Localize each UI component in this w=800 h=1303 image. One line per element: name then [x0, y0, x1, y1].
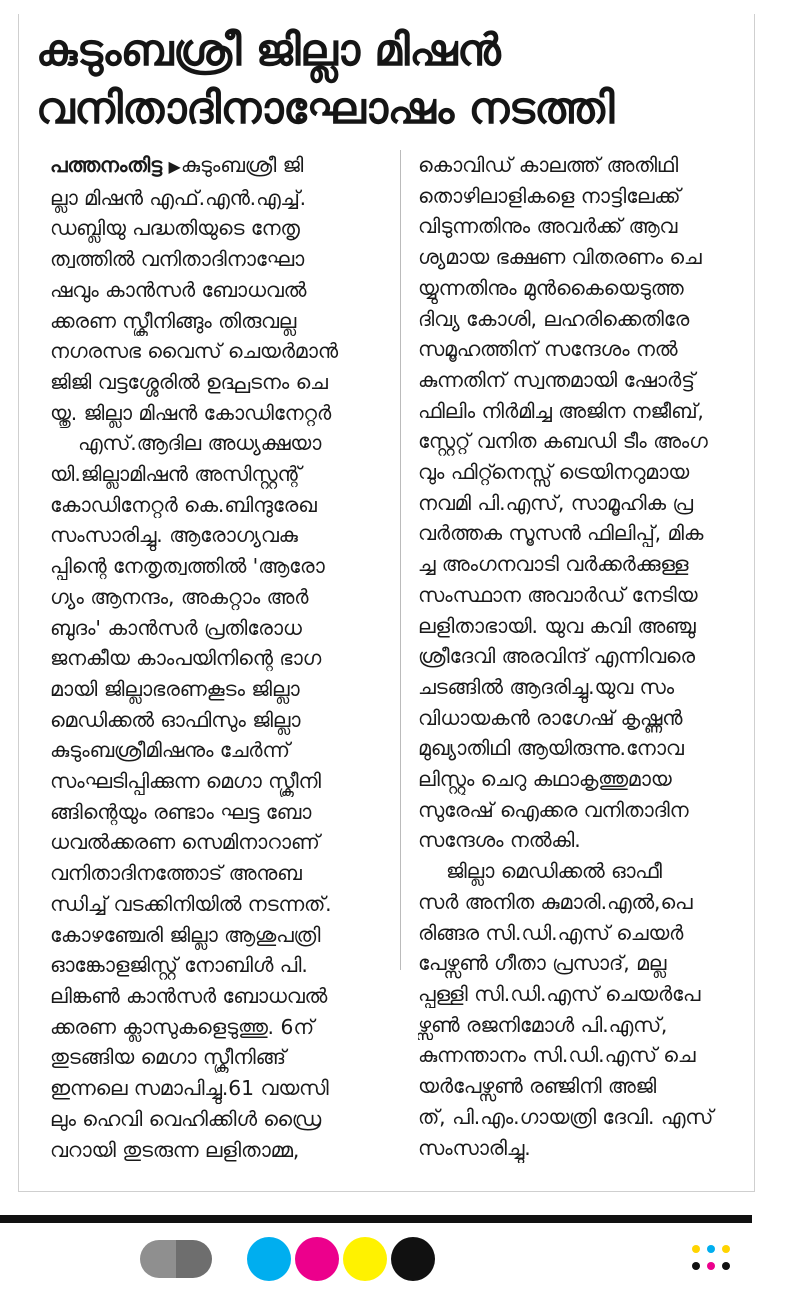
headline-line-1: കുടുംബശ്രീ ജില്ലാ മിഷൻ: [36, 25, 501, 76]
body-line: കുന്നതിന് സ്വന്തമായി ഷോർട്ട്: [418, 367, 695, 392]
body-line: യർപേഴ്സൺ രഞ്ജിനി അജി: [418, 1074, 657, 1099]
body-line: ലളിതാഭായി. യുവ കവി അഞ്ചു: [418, 613, 696, 638]
body-line: ലും ഹെവി വെഹിക്കിൾ ഡ്രൈ: [50, 1106, 321, 1131]
body-line: നഗരസഭ വൈസ് ചെയർമാൻ: [50, 339, 338, 364]
registration-dot: [722, 1245, 730, 1253]
registration-dot: [707, 1262, 715, 1270]
body-line: കുടുംബശ്രീമിഷനും ചേർന്ന്: [50, 738, 290, 763]
headline: [36, 22, 736, 138]
pill-left-half: [140, 1240, 176, 1278]
dateline: പത്തനംതിട്ട: [50, 153, 163, 177]
body-line: എസ്.ആദില അധ്യക്ഷയാ: [78, 431, 322, 456]
body-line: തുടങ്ങിയ മെഗാ സ്ക്രീനിങ്ങ്: [50, 1045, 286, 1070]
body-line: ഇന്നലെ സമാപിച്ചു.61 വയസി: [50, 1076, 329, 1101]
body-line: ചടങ്ങിൽ ആദരിച്ചു.യുവ സം: [418, 674, 675, 699]
body-line: കുടുംബശ്രീ ജി: [180, 153, 304, 177]
body-line: ഗ്യം ആനന്ദം, അകറ്റാം അർ: [50, 584, 309, 609]
magenta-swatch: [295, 1237, 339, 1281]
body-line: ക്കരണ ക്ലാസുകളെടുത്തു. 6ന്: [50, 1014, 314, 1039]
body-line: ച്ച അംഗനവാടി വർക്കർക്കുള്ള: [418, 552, 689, 577]
body-line: ഡബ്ലിയു പദ്ധതിയുടെ നേതൃ: [50, 216, 300, 241]
dateline-arrow-icon: ▶: [168, 157, 181, 176]
body-line: ലിസ്റ്റും ചെറു കഥാകൃത്തുമായ: [418, 767, 672, 792]
body-line: ഫിലിം നിർമിച്ച അജിന നജീബ്,: [418, 398, 704, 423]
body-line: പ്പള്ളി സി.ഡി.എസ് ചെയർപേ: [418, 981, 701, 1006]
body-line: ശ്യമായ ഭക്ഷണ വിതരണം ചെ: [418, 245, 702, 270]
body-line: വും ഫിറ്റ്നെസ്സ് ട്രെയിനറുമായ: [418, 460, 690, 485]
body-line: രിങ്ങര സി.ഡി.എസ് ചെയർ: [418, 920, 684, 945]
black-swatch: [391, 1237, 435, 1281]
body-line: ജനകീയ കാംപയിനിന്റെ ഭാഗ: [50, 646, 322, 671]
cyan-swatch: [247, 1237, 291, 1281]
body-line: കുന്നന്താനം സി.ഡി.എസ് ചെ: [418, 1043, 696, 1068]
registration-dot: [692, 1245, 700, 1253]
headline-line-2: വനിതാദിനാഘോഷം നടത്തി: [36, 83, 614, 134]
body-line: സന്ദേശം നൽകി.: [418, 828, 581, 853]
registration-dot: [707, 1245, 715, 1253]
yellow-swatch: [343, 1237, 387, 1281]
body-line: ജില്ലാ മെഡിക്കൽ ഓഫീ: [446, 859, 662, 884]
pill-right-half: [176, 1240, 212, 1278]
body-line: ങ്ങിന്റെയും രണ്ടാം ഘട്ട ബോ: [50, 799, 312, 824]
body-line: വിധായകൻ രാഗേഷ് കൃഷ്ണൻ: [418, 705, 683, 730]
body-line: ശ്രീദേവി അരവിന്ദ് എന്നിവരെ: [418, 644, 695, 669]
registration-dot: [722, 1262, 730, 1270]
body-line: സംസാരിച്ചു.: [418, 1135, 531, 1160]
body-line: യി.ജില്ലാമിഷൻ അസിസ്റ്റന്റ്: [50, 462, 302, 487]
body-line: വറായി തുടരുന്ന ലളിതാമ്മ,: [50, 1137, 300, 1162]
body-line: ബുദം' കാൻസർ പ്രതിരോധ: [50, 615, 302, 640]
body-line: സംസ്ഥാന അവാർഡ് നേടിയ: [418, 582, 698, 607]
body-line: പ്പിന്റെ നേതൃത്വത്തിൽ 'ആരോ: [50, 554, 325, 579]
body-line: യ്തു. ജില്ലാ മിഷൻ കോഡിനേറ്റർ: [50, 400, 332, 425]
body-line: മെഡിക്കൽ ഓഫിസും ജില്ലാ: [50, 707, 301, 732]
registration-dot: [692, 1262, 700, 1270]
right-column: [418, 150, 768, 1163]
body-line: സമൂഹത്തിന് സന്ദേശം നൽ: [418, 337, 678, 362]
body-line: ഴ്സൺ രജനിമോൾ പി.എസ്,: [418, 1012, 668, 1037]
body-line: തൊഴിലാളികളെ നാട്ടിലേക്ക്: [418, 183, 681, 208]
body-line: പേഴ്സൺ ഗീതാ പ്രസാദ്, മല്ല: [418, 951, 667, 976]
body-line: ത്, പി.എം.ഗായത്രി ദേവി. എസ്: [418, 1104, 714, 1129]
body-line: വിടുന്നതിനും അവർക്ക് ആവ: [418, 214, 678, 239]
body-line: വനിതാദിനത്തോട് അനുബ: [50, 861, 302, 886]
body-line: കോഴഞ്ചേരി ജില്ലാ ആശുപത്രി: [50, 922, 321, 947]
body-line: സുരേഷ് ഐക്കര വനിതാദിന: [418, 797, 689, 822]
left-column: [50, 150, 400, 1165]
body-line: മുഖ്യാതിഥി ആയിരുന്നു.നോവ: [418, 736, 684, 761]
first-line: [50, 150, 400, 183]
body-line: യ്യുന്നതിനും മുൻകൈയെടുത്ത: [418, 275, 684, 300]
body-line: ന്ധിച്ച് വടക്കിനിയിൽ നടന്നത്.: [50, 891, 332, 916]
gray-pill-swatch: [140, 1240, 212, 1278]
body-line: ധവൽക്കരണ സെമിനാറാണ്: [50, 830, 320, 855]
body-line: ഓങ്കോളജിസ്റ്റ് നോബിൾ പി.: [50, 953, 308, 978]
body-line: സ്റ്റേറ്റ് വനിത കബഡി ടീം അംഗ: [418, 429, 708, 454]
body-line: ത്വത്തിൽ വനിതാദിനാഘോ: [50, 247, 305, 272]
body-line: ദിവ്യ കോശി, ലഹരിക്കെതിരേ: [418, 306, 690, 331]
body-line: ജിജി വട്ടശ്ശേരിൽ ഉദ്ഘടനം ചെ: [50, 369, 328, 394]
body-line: ലിങ്കൺ കാൻസർ ബോധവൽ: [50, 983, 328, 1008]
body-line: ക്കരണ സ്ക്രീനിങ്ങും തിരുവല്ല: [50, 308, 297, 333]
body-line: നവമി പി.എസ്, സാമൂഹിക പ്ര: [418, 490, 693, 515]
column-divider: [400, 150, 401, 970]
body-line: ല്ലാ മിഷൻ എഫ്.എൻ.എച്ച്.: [50, 185, 307, 210]
body-line: കോഡിനേറ്റർ കെ.ബിന്ദുരേഖ: [50, 492, 317, 517]
body-line: കൊവിഡ് കാലത്ത് അതിഥി: [418, 153, 679, 177]
bottom-black-bar: [0, 1215, 752, 1223]
body-line: മായി ജില്ലാഭരണകൂടം ജില്ലാ: [50, 676, 300, 701]
body-line: സംഘടിപ്പിക്കുന്ന മെഗാ സ്ക്രീനി: [50, 769, 321, 794]
body-line: സംസാരിച്ചു. ആരോഗ്യവകു: [50, 523, 298, 548]
body-line: ഷവും കാൻസർ ബോധവൽ: [50, 277, 307, 302]
body-line: സർ അനിത കുമാരി.എൽ,പെ: [418, 889, 693, 914]
body-line: വർത്തക സൂസൻ ഫിലിപ്പ്, മിക: [418, 521, 704, 546]
